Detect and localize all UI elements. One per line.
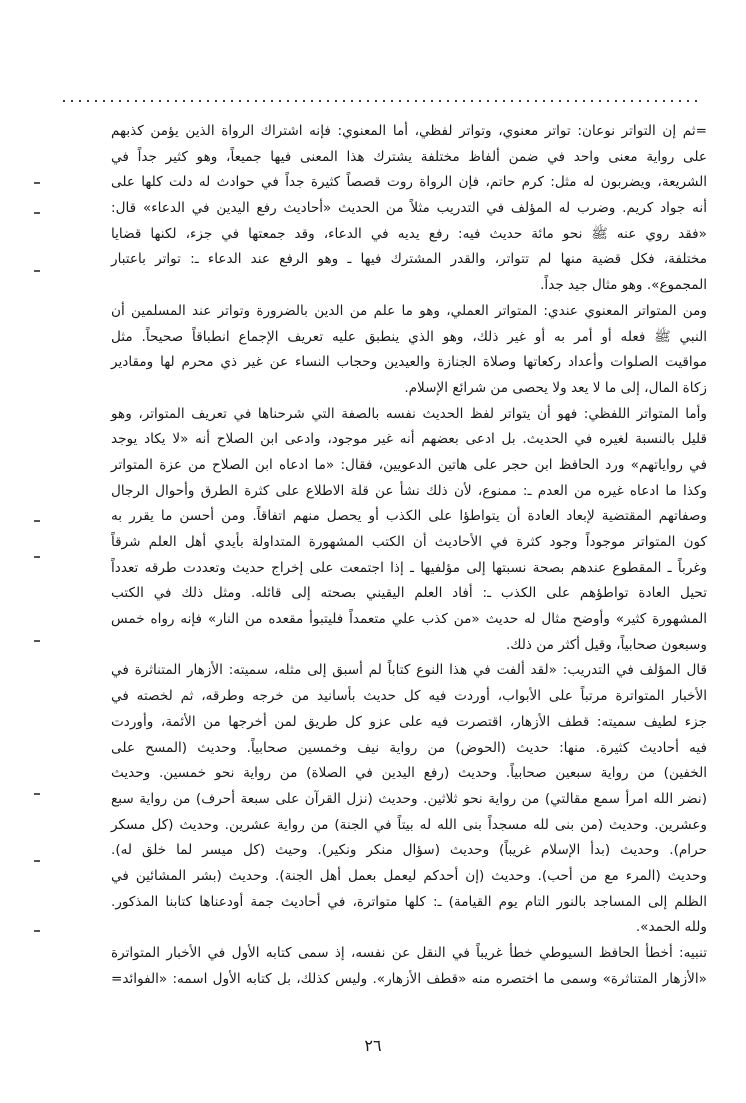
text-line: حرام). وحديث (بدأ الإسلام غريباً) وحديث (سؤال منكر ونكير). وحيث (كل ميسر لما خلق له). (111, 842, 707, 859)
text-line: الشريعة، ويضربون له مثل: كرم حاتم، فإن الرواة روت قصصاً كثيرة جداً في حوادث له دلت كلها على (111, 174, 707, 191)
dotted-separator (60, 98, 702, 104)
text-line: الظلم إلى المساجد بالنور التام يوم القيامة) ـ: كلها متواترة، في أحاديث جمة أودعناها كتابنا المذكور. (111, 893, 707, 910)
text-line: تنبيه: أخطأ الحافظ السيوطي خطأ غريباً في النقل عن نفسه، إذ سمى كتابه الأول في الأخبار المتواترة (111, 945, 707, 961)
paragraph (111, 299, 707, 402)
text-line: «فقد روي عنه ﷺ نحو مائة حديث فيه: رفع يديه في الدعاء، وقد جمعتها في جزء، لكنها قضايا (111, 225, 707, 242)
margin-mark (34, 930, 40, 932)
text-line: زكاة المال، إلى ما لا يعد ولا يحصى من شرائع الإسلام. (404, 379, 707, 396)
text-line: فيه أحاديث كثيرة. منها: حديث (الحوض) من رواية نيف وخمسين صحابياً. وحديث (المسح على (111, 739, 707, 756)
text-line: ولله الحمد». (635, 919, 707, 936)
text-line: أنه جواد كريم. وضرب له المؤلف في التدريب مثلاً من الحديث «أحاديث رفع اليدين في الدعاء» قال: (111, 200, 707, 217)
text-line: مواقيت الصلوات وأعداد ركعاتها وصلاة الجنازة والعيدين وحجاب النساء عن غير ذي محرم لها ومقادير (111, 354, 707, 371)
text-line: على رواية معنى واحد في ضمن ألفاظ مختلفة يشترك هذا المعنى فيها جميعاً، وهو كثير جداً في (111, 148, 707, 165)
margin-mark (34, 270, 40, 272)
text-line: قال المؤلف في التدريب: «لقد ألفت في هذا النوع كتاباً لم أسبق إلى مثله، سميته: الأزهار المتناثرة في (111, 662, 707, 679)
text-line: (نضر الله امرأ سمع مقالتي) من رواية نحو ثلاثين. وحديث (نزل القرآن على سبعة أحرف) من رواية سبع (111, 790, 707, 807)
margin-mark (34, 860, 40, 862)
text-line: وغرباً ـ المقطوع عندهم بصحة نسبتها إلى مؤلفيها ـ إذا اجتمعت على إخراج حديث وتعددت طرقه تعدداً (111, 559, 707, 576)
page-body-text (111, 119, 707, 992)
margin-mark (34, 793, 40, 795)
text-line: =ثم إن التواتر نوعان: تواتر معنوي، وتواتر لفظي، أما المعنوي: فإنه اشتراك الرواة الذين يؤمن كذبهم (111, 123, 707, 139)
text-line: المجموع». وهو مثال جيد جداً. (540, 277, 707, 294)
margin-mark (34, 520, 40, 522)
text-line: وحديث (المرء مع من أحب). وحديث (إن أحدكم ليعمل بعمل أهل الجنة). وحديث (بشر المشائين في (111, 867, 707, 884)
text-line: الخفين) من رواية سبعين صحابياً. وحديث (رفع اليدين في الصلاة) من رواية نحو خمسين. وحديث (111, 765, 707, 782)
text-line: وكذا ما ادعاه غيره من العدم ـ: ممنوع، لأن ذلك نشأ عن قلة الاطلاع على كثرة الطرق وأحوال الرجال (111, 482, 707, 499)
text-line: المشهورة كثير» وأوضح مثال له حديث «من كذب علي متعمداً فليتبوأ مقعده من النار» فإنه رواه خمس (111, 611, 707, 628)
text-line: في رواياتهم» ورد الحافظ ابن حجر على هاتين الدعويين، فقال: «ما ادعاه ابن الصلاح من عزة المتواتر (111, 456, 707, 473)
text-line: وعشرين. وحديث (من بنى لله مسجداً بنى الله له بيتاً في الجنة) من رواية عشرين. وحديث (كل مسكر (111, 816, 707, 833)
text-line: جزء لطيف سميته: قطف الأزهار، اقتصرت فيه على عزو كل طريق لمن أخرجها من الأئمة، وأوردت (111, 713, 707, 730)
paragraph (111, 119, 707, 299)
text-line: وسبعون صحابياً، وقيل أكثر من ذلك. (505, 636, 707, 653)
text-line: مختلفة، فكل قضية منها لم تتواتر، والقدر المشترك فيها ـ وهو الرفع عند الدعاء ـ: تواتر باعتبار (111, 251, 707, 268)
text-line: قليل بالنسبة لغيره في الحديث. بل ادعى بعضهم أنه غير موجود، وادعى ابن الصلاح أنه «لا يكاد يوجد (111, 431, 707, 448)
text-line: «الأزهار المتناثرة» وسمى ما اختصره منه «قطف الأزهار». وليس كذلك، بل كتابه الأول اسمه: «الفوائد= (111, 970, 707, 987)
text-line: كون المتواتر موجوداً وجود كثرة في الأحاديث أن الكتب المشهورة المتداولة بأيدي أهل العلم شرقاً (111, 534, 707, 550)
margin-mark (34, 640, 40, 642)
margin-mark (34, 212, 40, 214)
text-line: وأما المتواتر اللفظي: فهو أن يتواتر لفظ الحديث نفسه بالصفة التي شرحناها في تعريف المتواتر، وهو (111, 405, 707, 422)
text-line: ومن المتواتر المعنوي عندي: المتواتر العملي، وهو ما علم من الدين بالضرورة وتواتر عند المسلمين أن (111, 302, 707, 319)
paragraph (111, 658, 707, 941)
text-line: وصفاتهم المقتضية لإبعاد العادة أن يتواطؤا على الكذب أو يحصل منهم اتفاقاً. ومن أحسن ما يقرر به (111, 508, 707, 525)
page-number: ٢٦ (364, 1036, 382, 1055)
paragraph (111, 402, 707, 659)
text-line: الأخبار المتواترة مرتباً على الأبواب، أوردت فيه كل حديث بأسانيد من خرجه وطرقه، ثم لخصته في (111, 688, 707, 705)
margin-mark (34, 556, 40, 558)
text-line: النبي ﷺ فعله أو أمر به أو غير ذلك، وهو الذي ينطبق عليه تعريف الإجماع انطباقاً صحيحاً. مثل (111, 328, 707, 345)
margin-mark (34, 182, 40, 184)
text-line: تحيل العادة تواطؤهم على الكذب ـ: أفاد العلم اليقيني بصحته إلى قائله. ومثل ذلك في الكتب (111, 585, 707, 602)
paragraph (111, 941, 707, 992)
